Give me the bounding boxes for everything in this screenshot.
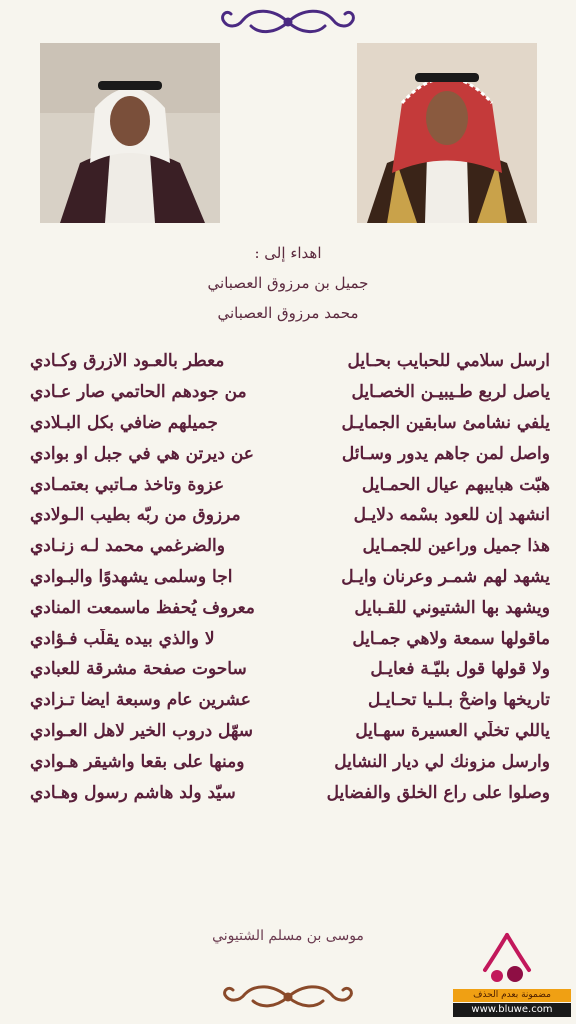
portrait-photo-left (40, 43, 220, 223)
verse-second-hemistich: مرزوق من ربّه بطيب الـولادي (30, 505, 241, 526)
verse-first-hemistich: هذا جميل وراعين للجمـايل (362, 536, 550, 557)
verse-second-hemistich: عزوة وتاخذ مـاتبي بعتمـادي (30, 474, 225, 495)
dedication-heading: اهداء إلى : (254, 244, 322, 262)
verse-first-hemistich: ارسل سلامي للحبايب بحـايل (347, 351, 550, 372)
verse (30, 377, 550, 408)
verse-second-hemistich: عشرين عام وسبعة ايضا تـزادي (30, 690, 251, 711)
verse-first-hemistich: واصل لمن جاهم يدور وسـائل (341, 443, 550, 464)
verse (30, 777, 550, 808)
verse-second-hemistich: جميلهم ضافي بكل البـلادي (30, 412, 218, 433)
verse (30, 531, 550, 562)
verse-first-hemistich: ماقولها سمعة ولاهي جمـايل (352, 628, 550, 649)
dedication-name-1: جميل بن مرزوق العصباني (207, 274, 369, 292)
verse-second-hemistich: معروف يُحفظ ماسمعت المنادي (30, 597, 255, 618)
verse (30, 469, 550, 500)
verse (30, 438, 550, 469)
poet-name: موسى بن مسلم الشتيوني (212, 928, 364, 944)
top-ornament (213, 2, 363, 42)
poem (30, 346, 550, 808)
verse (30, 500, 550, 531)
verse-first-hemistich: ويشهد بها الشتيوني للقـبايل (354, 597, 550, 618)
verse-first-hemistich: وصلوا على راع الخلق والفضايل (326, 782, 550, 803)
verse (30, 592, 550, 623)
verse-first-hemistich: ياللي تخلّي العسيرة سهـايل (355, 720, 550, 741)
verse (30, 685, 550, 716)
verse-second-hemistich: ومنها على بقعا واشيقر هـوادي (30, 751, 245, 772)
verse-second-hemistich: والضرغمي محمد لـه زنـادي (30, 536, 225, 557)
verse-second-hemistich: عن ديرتن هي في جبل او بوادي (30, 443, 254, 464)
watermark-url[interactable]: www.bluwe.com (453, 1003, 571, 1017)
verse (30, 716, 550, 747)
bottom-ornament (213, 980, 363, 1014)
dedication-block (0, 238, 576, 328)
watermark-logo-icon (477, 930, 537, 985)
verse-first-hemistich: هبّت هبايبهم عيال الحمـايل (361, 474, 550, 495)
verse-second-hemistich: لا والذي بيده يقلّب فـؤادي (30, 628, 215, 649)
verse-first-hemistich: ولا قولها قول بليّـة فعايـل (370, 659, 550, 680)
verse-second-hemistich: سهّل دروب الخير لاهل العـوادي (30, 720, 254, 741)
verse (30, 562, 550, 593)
verse-first-hemistich: انشهد إن للعود بسْمه دلايـل (353, 505, 550, 526)
verse (30, 623, 550, 654)
verse (30, 408, 550, 439)
verse-second-hemistich: معطر بالعـود الازرق وكـادي (30, 351, 225, 372)
verse-first-hemistich: وارسل مزونك لي ديار النشايل (334, 751, 550, 772)
site-watermark (453, 930, 571, 1020)
dedication-name-2: محمد مرزوق العصباني (217, 304, 359, 322)
verse-second-hemistich: سيّد ولد هاشم رسول وهـادي (30, 782, 236, 803)
verse-first-hemistich: ياصل لربع طـيبيـن الخصـايل (351, 382, 550, 403)
verse-first-hemistich: تاريخها واضحْ بـلـيا تحـايـل (367, 690, 550, 711)
verse (30, 346, 550, 377)
verse (30, 654, 550, 685)
verse-second-hemistich: اجا وسلمى يشهدوًا والبـوادي (30, 566, 233, 587)
watermark-strip-text: مضمونة بعدم الحذف (453, 989, 571, 1002)
portrait-photo-right (357, 43, 537, 223)
verse-second-hemistich: من جودهم الحاتمي صار عـادي (30, 382, 247, 403)
verse-first-hemistich: يشهد لهم شمـر وعرنان وايـل (341, 566, 550, 587)
verse-second-hemistich: ساحوت صفحة مشرقة للعبادي (30, 659, 247, 680)
verse (30, 746, 550, 777)
verse-first-hemistich: يلفي نشامئ سابقين الجمايـل (341, 412, 550, 433)
